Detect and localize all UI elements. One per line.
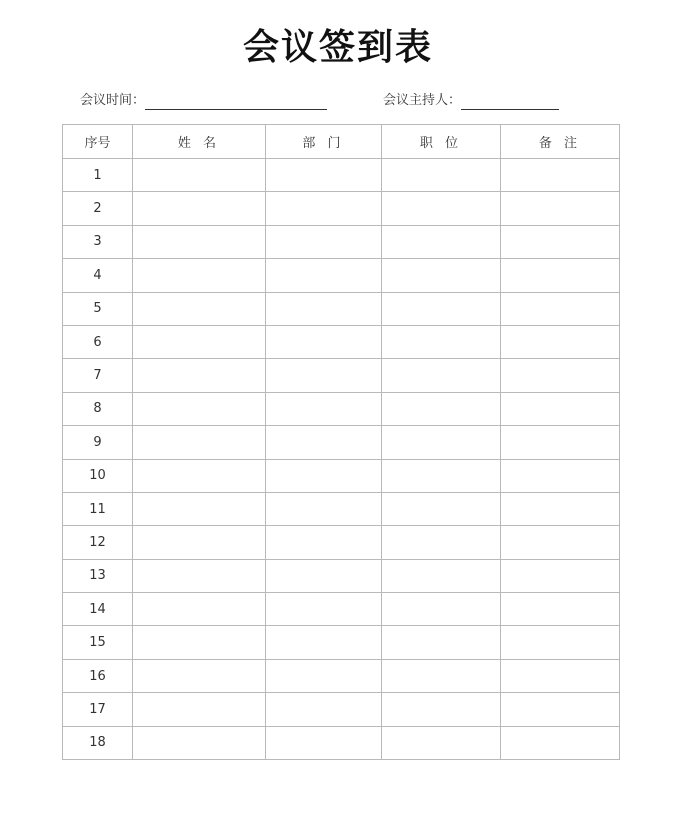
cell-remarks[interactable] — [501, 459, 620, 492]
cell-serial-number: 8 — [63, 392, 133, 425]
cell-name[interactable] — [133, 426, 266, 459]
cell-position[interactable] — [382, 492, 501, 525]
cell-position[interactable] — [382, 325, 501, 358]
cell-position[interactable] — [382, 659, 501, 692]
table-row — [63, 693, 620, 726]
cell-position[interactable] — [382, 392, 501, 425]
cell-remarks[interactable] — [501, 626, 620, 659]
cell-serial-number: 16 — [63, 659, 133, 692]
cell-serial-number: 1 — [63, 159, 133, 192]
cell-serial-number: 10 — [63, 459, 133, 492]
cell-position[interactable] — [382, 225, 501, 258]
cell-serial-number: 11 — [63, 492, 133, 525]
cell-name[interactable] — [133, 626, 266, 659]
cell-serial-number: 13 — [63, 559, 133, 592]
cell-serial-number: 18 — [63, 726, 133, 759]
table-row — [63, 726, 620, 759]
meeting-time-label: 会议时间： — [80, 93, 146, 108]
cell-serial-number: 2 — [63, 192, 133, 225]
cell-department[interactable] — [266, 492, 382, 525]
cell-department[interactable] — [266, 426, 382, 459]
cell-name[interactable] — [133, 726, 266, 759]
header-name: 姓 名 — [133, 125, 266, 159]
cell-remarks[interactable] — [501, 192, 620, 225]
cell-name[interactable] — [133, 392, 266, 425]
cell-department[interactable] — [266, 259, 382, 292]
cell-position[interactable] — [382, 526, 501, 559]
cell-name[interactable] — [133, 593, 266, 626]
cell-name[interactable] — [133, 259, 266, 292]
table-row — [63, 659, 620, 692]
table-row — [63, 159, 620, 192]
cell-serial-number: 12 — [63, 526, 133, 559]
cell-name[interactable] — [133, 559, 266, 592]
cell-name[interactable] — [133, 292, 266, 325]
cell-serial-number: 17 — [63, 693, 133, 726]
cell-remarks[interactable] — [501, 159, 620, 192]
cell-position[interactable] — [382, 559, 501, 592]
cell-remarks[interactable] — [501, 492, 620, 525]
cell-remarks[interactable] — [501, 359, 620, 392]
cell-position[interactable] — [382, 359, 501, 392]
cell-name[interactable] — [133, 693, 266, 726]
cell-department[interactable] — [266, 159, 382, 192]
cell-name[interactable] — [133, 459, 266, 492]
header-position: 职 位 — [382, 125, 501, 159]
cell-remarks[interactable] — [501, 593, 620, 626]
cell-department[interactable] — [266, 659, 382, 692]
table-row — [63, 526, 620, 559]
cell-remarks[interactable] — [501, 526, 620, 559]
cell-department[interactable] — [266, 392, 382, 425]
cell-position[interactable] — [382, 292, 501, 325]
cell-department[interactable] — [266, 325, 382, 358]
meeting-host-field[interactable] — [383, 92, 559, 110]
cell-name[interactable] — [133, 192, 266, 225]
header-serial-number: 序号 — [63, 125, 133, 159]
cell-position[interactable] — [382, 593, 501, 626]
cell-name[interactable] — [133, 492, 266, 525]
cell-serial-number: 15 — [63, 626, 133, 659]
cell-name[interactable] — [133, 359, 266, 392]
header-department: 部 门 — [266, 125, 382, 159]
cell-remarks[interactable] — [501, 726, 620, 759]
table-row — [63, 292, 620, 325]
cell-department[interactable] — [266, 693, 382, 726]
table-row — [63, 225, 620, 258]
cell-remarks[interactable] — [501, 559, 620, 592]
cell-department[interactable] — [266, 626, 382, 659]
table-header-row — [63, 125, 620, 159]
table-row — [63, 459, 620, 492]
table-body — [63, 159, 620, 760]
table-row — [63, 259, 620, 292]
cell-remarks[interactable] — [501, 259, 620, 292]
cell-position[interactable] — [382, 159, 501, 192]
cell-name[interactable] — [133, 325, 266, 358]
cell-remarks[interactable] — [501, 292, 620, 325]
cell-serial-number: 4 — [63, 259, 133, 292]
table-row — [63, 593, 620, 626]
cell-department[interactable] — [266, 526, 382, 559]
table-row — [63, 492, 620, 525]
cell-position[interactable] — [382, 693, 501, 726]
cell-position[interactable] — [382, 259, 501, 292]
header-remarks: 备 注 — [501, 125, 620, 159]
table-row — [63, 626, 620, 659]
table-row — [63, 426, 620, 459]
cell-remarks[interactable] — [501, 392, 620, 425]
cell-position[interactable] — [382, 459, 501, 492]
cell-department[interactable] — [266, 292, 382, 325]
cell-serial-number: 5 — [63, 292, 133, 325]
cell-serial-number: 3 — [63, 225, 133, 258]
table-row — [63, 359, 620, 392]
cell-position[interactable] — [382, 626, 501, 659]
cell-serial-number: 14 — [63, 593, 133, 626]
table-row — [63, 325, 620, 358]
cell-remarks[interactable] — [501, 693, 620, 726]
cell-name[interactable] — [133, 659, 266, 692]
table-row — [63, 192, 620, 225]
meeting-host-blank-line[interactable] — [461, 95, 559, 110]
cell-remarks[interactable] — [501, 659, 620, 692]
cell-serial-number: 6 — [63, 325, 133, 358]
cell-position[interactable] — [382, 192, 501, 225]
cell-department[interactable] — [266, 359, 382, 392]
sign-in-table — [62, 124, 620, 760]
cell-remarks[interactable] — [501, 426, 620, 459]
cell-department[interactable] — [266, 559, 382, 592]
meeting-time-field[interactable] — [80, 92, 327, 110]
cell-remarks[interactable] — [501, 225, 620, 258]
cell-department[interactable] — [266, 225, 382, 258]
cell-name[interactable] — [133, 159, 266, 192]
cell-department[interactable] — [266, 459, 382, 492]
table-row — [63, 559, 620, 592]
cell-serial-number: 9 — [63, 426, 133, 459]
cell-position[interactable] — [382, 726, 501, 759]
page-title: 会议签到表 — [242, 27, 433, 68]
cell-department[interactable] — [266, 593, 382, 626]
cell-remarks[interactable] — [501, 325, 620, 358]
meeting-time-blank-line[interactable] — [145, 95, 327, 110]
meeting-host-label: 会议主持人： — [383, 93, 462, 108]
cell-department[interactable] — [266, 726, 382, 759]
cell-department[interactable] — [266, 192, 382, 225]
cell-serial-number: 7 — [63, 359, 133, 392]
table-row — [63, 392, 620, 425]
cell-name[interactable] — [133, 225, 266, 258]
cell-position[interactable] — [382, 426, 501, 459]
cell-name[interactable] — [133, 526, 266, 559]
